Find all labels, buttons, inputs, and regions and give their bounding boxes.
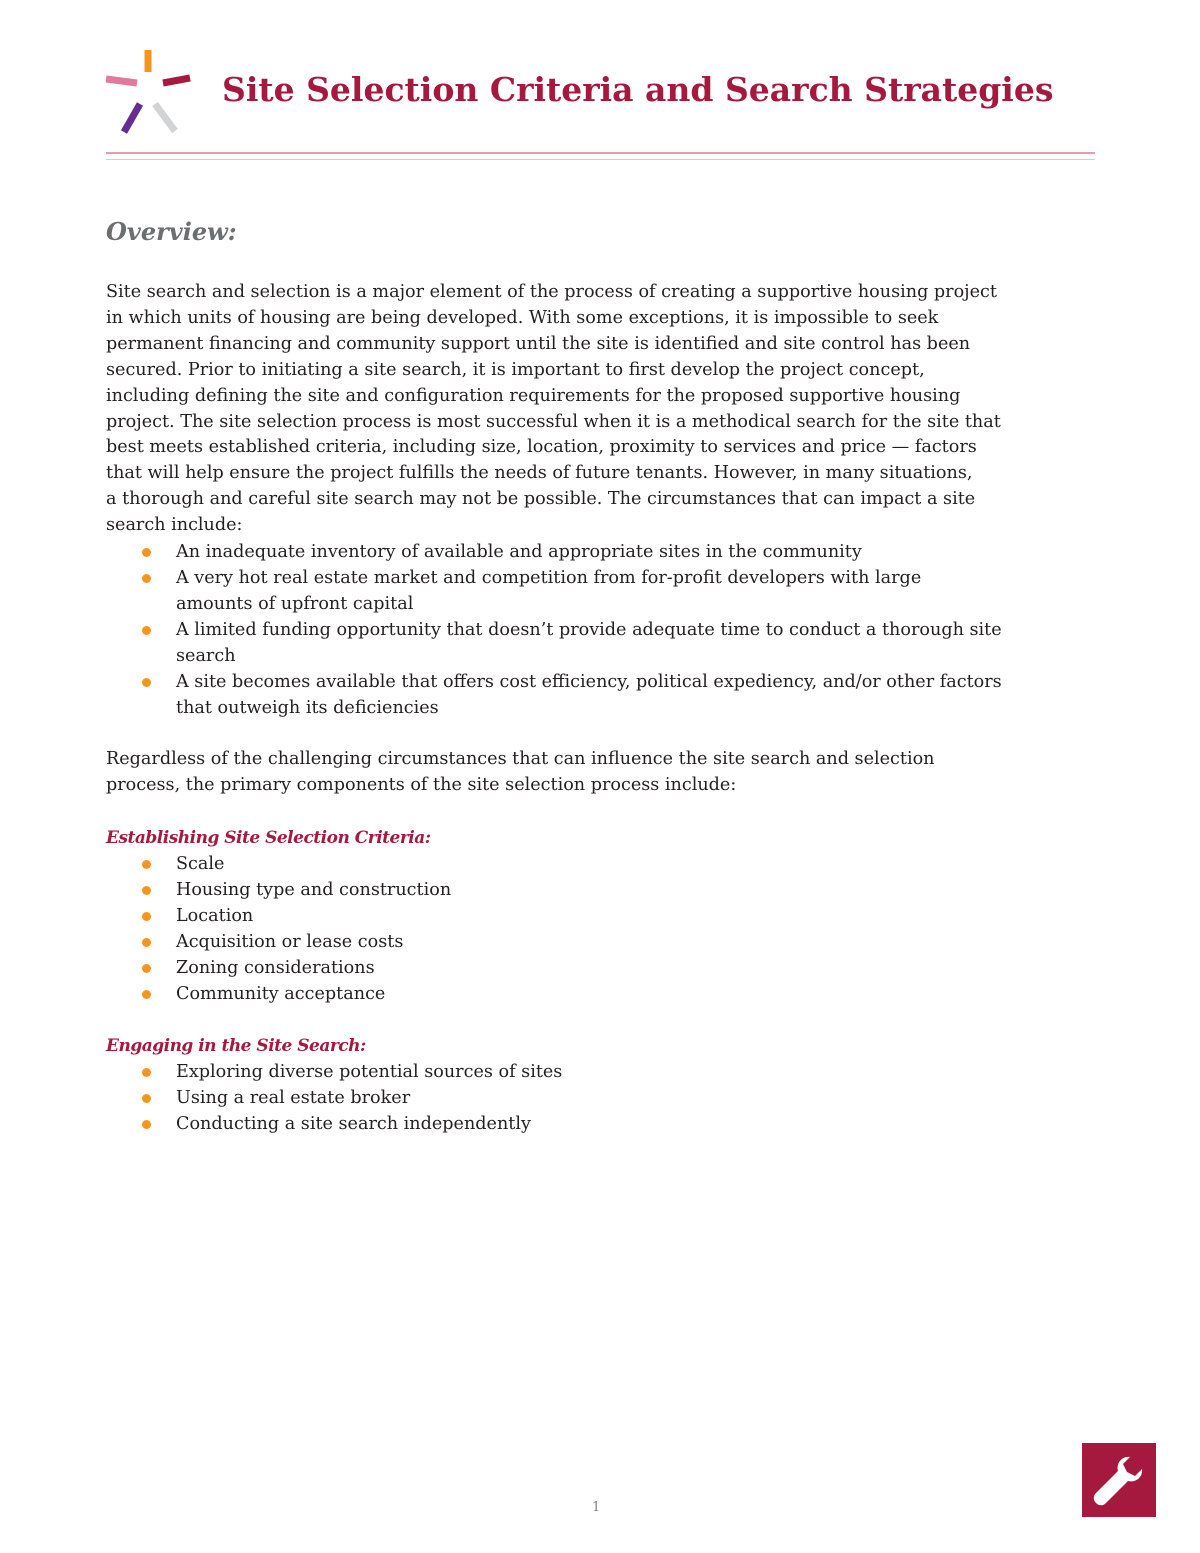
list-item [176,617,1098,669]
paragraph-line: secured. Prior to initiating a site search, it is important to first develop the project concept, [106,359,925,380]
bullet-icon [142,1120,151,1129]
wrench-icon [1082,1443,1156,1517]
list-item-text: Location [176,905,254,926]
spacer [106,721,1098,747]
list-item [176,877,1098,903]
starburst-logo-icon [100,46,200,138]
search-list [106,1059,1098,1137]
overview-paragraph [106,280,1098,539]
paragraph-line: Site search and selection is a major element of the process of creating a supportive housing project [106,282,997,302]
paragraph-line: that will help ensure the project fulfills the needs of future tenants. However, in many situations, [106,463,973,484]
list-item-text: Zoning considerations [176,957,375,978]
list-item-text: A site becomes available that offers cost efficiency, political expediency, and/or other factors [176,672,1002,693]
bullet-icon [142,1094,151,1103]
bullet-icon [142,678,151,687]
header-divider-thin [106,159,1095,160]
criteria-heading: Establishing Site Selection Criteria: [106,827,431,848]
paragraph-line: search include: [106,515,243,536]
list-item [176,1111,1098,1137]
search-heading: Engaging in the Site Search: [106,1035,366,1056]
overview-heading: Overview: [106,217,237,246]
circumstances-list [106,539,1098,721]
list-item-text: A limited funding opportunity that doesn’t provide adequate time to conduct a thorough site [176,620,1002,641]
list-item [176,981,1098,1007]
paragraph-line: best meets established criteria, including size, location, proximity to services and price — factors [106,437,977,458]
bullet-icon [142,886,151,895]
bullet-icon [142,990,151,999]
regardless-paragraph [106,747,1098,799]
list-item [176,851,1098,877]
bullet-icon [142,938,151,947]
list-item-text: Conducting a site search independently [176,1113,531,1134]
paragraph-line: project. The site selection process is most successful when it is a methodical search for the site that [106,411,1001,432]
list-item-text: amounts of upfront capital [176,594,414,615]
list-item-text: that outweigh its deficiencies [176,698,439,719]
list-item-text: Exploring diverse potential sources of sites [176,1061,563,1082]
list-item [176,1085,1098,1111]
bullet-icon [142,548,151,557]
paragraph-line: in which units of housing are being developed. With some exceptions, it is impossible to seek [106,307,939,328]
header-divider [106,152,1095,154]
list-item-text: Acquisition or lease costs [176,931,404,952]
list-item-text: Community acceptance [176,983,386,1004]
criteria-list [106,851,1098,1007]
spacer [106,799,1098,825]
document-body [106,212,1098,1137]
list-item-text: A very hot real estate market and competition from for-profit developers with large [176,568,922,589]
page-number: 1 [592,1500,601,1515]
paragraph-line: permanent financing and community support until the site is identified and site control has been [106,333,971,354]
list-item [176,539,1098,565]
list-item-text: Scale [176,853,225,874]
spacer [106,1007,1098,1033]
bullet-icon [142,860,151,869]
list-item [176,903,1098,929]
page-title: Site Selection Criteria and Search Strategies [222,70,1054,109]
paragraph-line: including defining the site and configuration requirements for the proposed supportive housing [106,385,961,406]
paragraph-line: Regardless of the challenging circumstances that can influence the site search and selection [106,749,935,770]
bullet-icon [142,574,151,583]
bullet-icon [142,964,151,973]
wrench-badge [1082,1443,1156,1517]
paragraph-line: process, the primary components of the site selection process include: [106,774,737,795]
bullet-icon [142,1068,151,1077]
list-item [176,929,1098,955]
bullet-icon [142,626,151,635]
bullet-icon [142,912,151,921]
list-item-text: Housing type and construction [176,879,452,900]
list-item [176,955,1098,981]
list-item [176,565,1098,617]
list-item-text: Using a real estate broker [176,1087,411,1108]
list-item [176,1059,1098,1085]
list-item-text: search [176,646,236,667]
paragraph-line: a thorough and careful site search may not be possible. The circumstances that can impact a site [106,489,976,510]
list-item [176,669,1098,721]
list-item-text: An inadequate inventory of available and appropriate sites in the community [176,542,862,563]
